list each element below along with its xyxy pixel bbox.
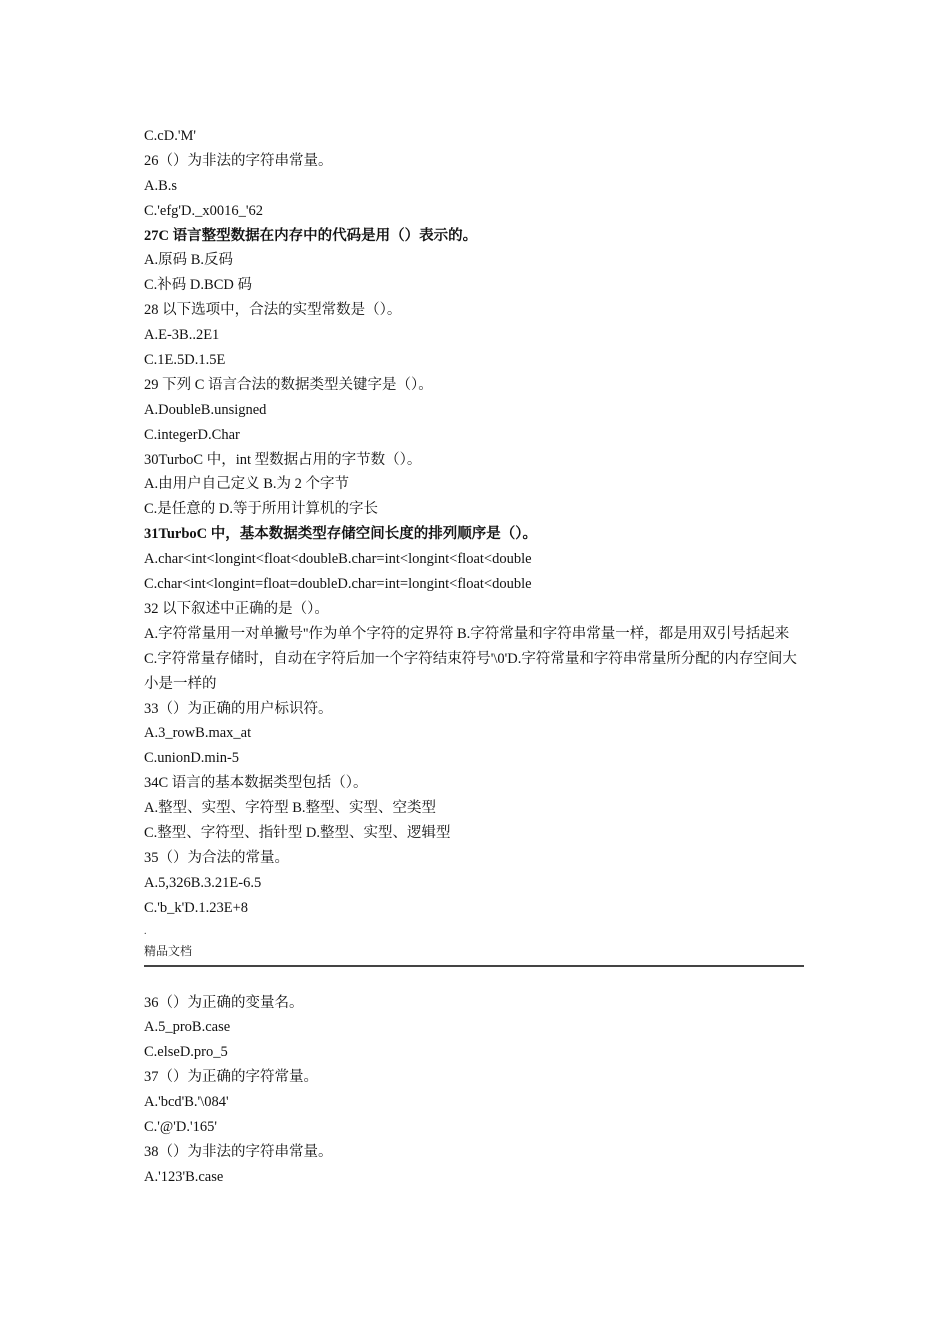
text-line: A.'bcd'B.'\084' [144, 1094, 229, 1111]
question-34: 34C 语言的基本数据类型包括（）。 [144, 775, 368, 792]
text-line: A.整型、实型、字符型 B.整型、实型、空类型 [144, 800, 437, 817]
question-37: 37（）为正确的字符常量。 [144, 1069, 318, 1086]
question-38: 38（）为非法的字符串常量。 [144, 1143, 333, 1160]
page-footer-label: 精品文档 [144, 943, 193, 958]
text-line: A.5_proB.case [144, 1019, 231, 1036]
question-36: 36（）为正确的变量名。 [144, 994, 304, 1011]
text-line: A.3_rowB.max_at [144, 725, 252, 742]
text-line: A.B.s [144, 177, 178, 194]
text-line: A.由用户自己定义 B.为 2 个字节 [144, 476, 350, 493]
text-line: A.DoubleB.unsigned [144, 401, 267, 418]
question-31: 31TurboC 中，基本数据类型存储空间长度的排列顺序是（）。 [144, 526, 537, 543]
text-line: C.是任意的 D.等于所用计算机的字长 [144, 501, 379, 518]
text-line: C.unionD.min-5 [144, 750, 240, 767]
question-28: 28 以下选项中，合法的实型常数是（）。 [144, 302, 402, 319]
content-section-2 [144, 991, 806, 1190]
question-27: 27C 语言整型数据在内存中的代码是用（）表示的。 [144, 227, 478, 244]
footer-divider [144, 965, 804, 967]
text-line: C.整型、字符型、指针型 D.整型、实型、逻辑型 [144, 824, 451, 841]
text-line: C.'@'D.'165' [144, 1119, 217, 1135]
text-line: C.elseD.pro_5 [144, 1044, 228, 1061]
text-line: C.char<int<longint=float=doubleD.char=int=longint<float<double [144, 576, 532, 593]
question-33: 33（）为正确的用户标识符。 [144, 700, 333, 717]
text-line: C.cD.'M' [144, 128, 196, 144]
question-29: 29 下列 C 语言合法的数据类型关键字是（）。 [144, 376, 433, 393]
text-line: A.char<int<longint<float<doubleB.char=int<longint<float<double [144, 551, 532, 568]
text-line: A.字符常量用一对单撇号''作为单个字符的定界符 B.字符常量和字符串常量一样，都是用双引号括起来 [144, 625, 790, 642]
question-26: 26（）为非法的字符串常量。 [144, 152, 333, 169]
text-line: A.5,326B.3.21E-6.5 [144, 874, 262, 891]
question-35: 35（）为合法的常量。 [144, 849, 289, 866]
text-line: C.'b_k'D.1.23E+8 [144, 899, 249, 916]
text-line: C.字符常量存储时，自动在字符后加一个字符结束符号'\0'D.字符常量和字符串常量所分配的内存空间大小是一样的 [144, 650, 797, 692]
text-line: C.补码 D.BCD 码 [144, 277, 252, 294]
content-section-1 [144, 124, 806, 921]
text-line: A.E-3B..2E1 [144, 327, 220, 344]
question-32: 32 以下叙述中正确的是（）。 [144, 600, 329, 617]
text-line: C.integerD.Char [144, 426, 240, 443]
question-30: 30TurboC 中，int 型数据占用的字节数（）。 [144, 451, 422, 468]
page-dot: . [144, 925, 147, 937]
text-line: A.'123'B.case [144, 1168, 224, 1185]
text-line: A.原码 B.反码 [144, 252, 234, 269]
document-page [144, 124, 806, 1190]
text-line: C.'efg'D._x0016_'62 [144, 202, 263, 219]
text-line: C.1E.5D.1.5E [144, 352, 226, 369]
